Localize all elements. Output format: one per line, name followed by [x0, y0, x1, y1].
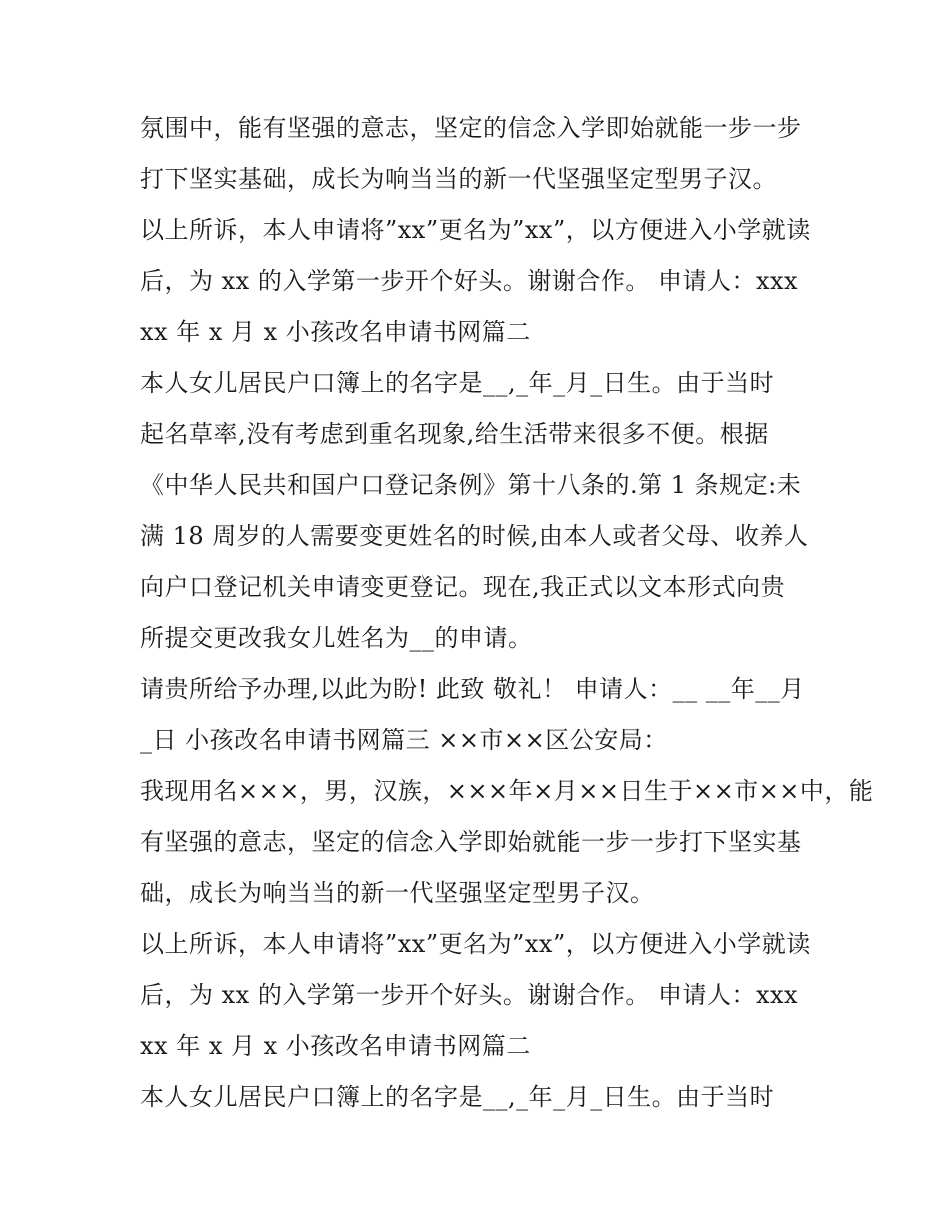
body-text — [140, 103, 874, 1123]
text-line: 础，成长为响当当的新一代坚强坚定型男子汉。 — [140, 879, 655, 907]
text-line: 有坚强的意志，坚定的信念入学即始就能一步一步打下坚实基 — [140, 828, 802, 856]
text-line: 本人女儿居民户口簿上的名字是__,_年_月_日生。由于当时 — [140, 1083, 775, 1111]
text-line: 后，为 xx 的入学第一步开个好头。谢谢合作。 申请人：xxx — [140, 981, 799, 1009]
text-line: 我现用名×××，男，汉族，×××年×月××日生于××市××中，能 — [140, 777, 874, 805]
text-line: 氛围中，能有坚强的意志，坚定的信念入学即始就能一步一步 — [140, 114, 802, 142]
text-line: 满 18 周岁的人需要变更姓名的时候,由本人或者父母、收养人 — [140, 522, 809, 550]
text-line: 起名草率,没有考虑到重名现象,给生活带来很多不便。根据 — [140, 420, 769, 448]
text-line: 后，为 xx 的入学第一步开个好头。谢谢合作。 申请人：xxx — [140, 267, 799, 295]
text-line: 以上所诉，本人申请将”xx”更名为”xx”，以方便进入小学就读 — [140, 930, 811, 958]
text-line: 所提交更改我女儿姓名为__的申请。 — [140, 624, 533, 652]
section-heading: xx 年 x 月 x 小孩改名申请书网篇二 — [140, 318, 531, 346]
text-line: 请贵所给予办理,以此为盼! 此致 敬礼！ 申请人：__ __年__月 — [140, 675, 805, 703]
text-line: 向户口登记机关申请变更登记。现在,我正式以文本形式向贵 — [140, 573, 786, 601]
text-line: 《中华人民共和国户口登记条例》第十八条的.第 1 条规定:未 — [140, 471, 802, 499]
text-line: 以上所诉，本人申请将”xx”更名为”xx”，以方便进入小学就读 — [140, 216, 811, 244]
text-line: 打下坚实基础，成长为响当当的新一代坚强坚定型男子汉。 — [140, 165, 777, 193]
text-line: 本人女儿居民户口簿上的名字是__,_年_月_日生。由于当时 — [140, 369, 775, 397]
section-heading: xx 年 x 月 x 小孩改名申请书网篇二 — [140, 1032, 531, 1060]
section-heading: _日 小孩改名申请书网篇三 ××市××区公安局： — [140, 726, 668, 754]
